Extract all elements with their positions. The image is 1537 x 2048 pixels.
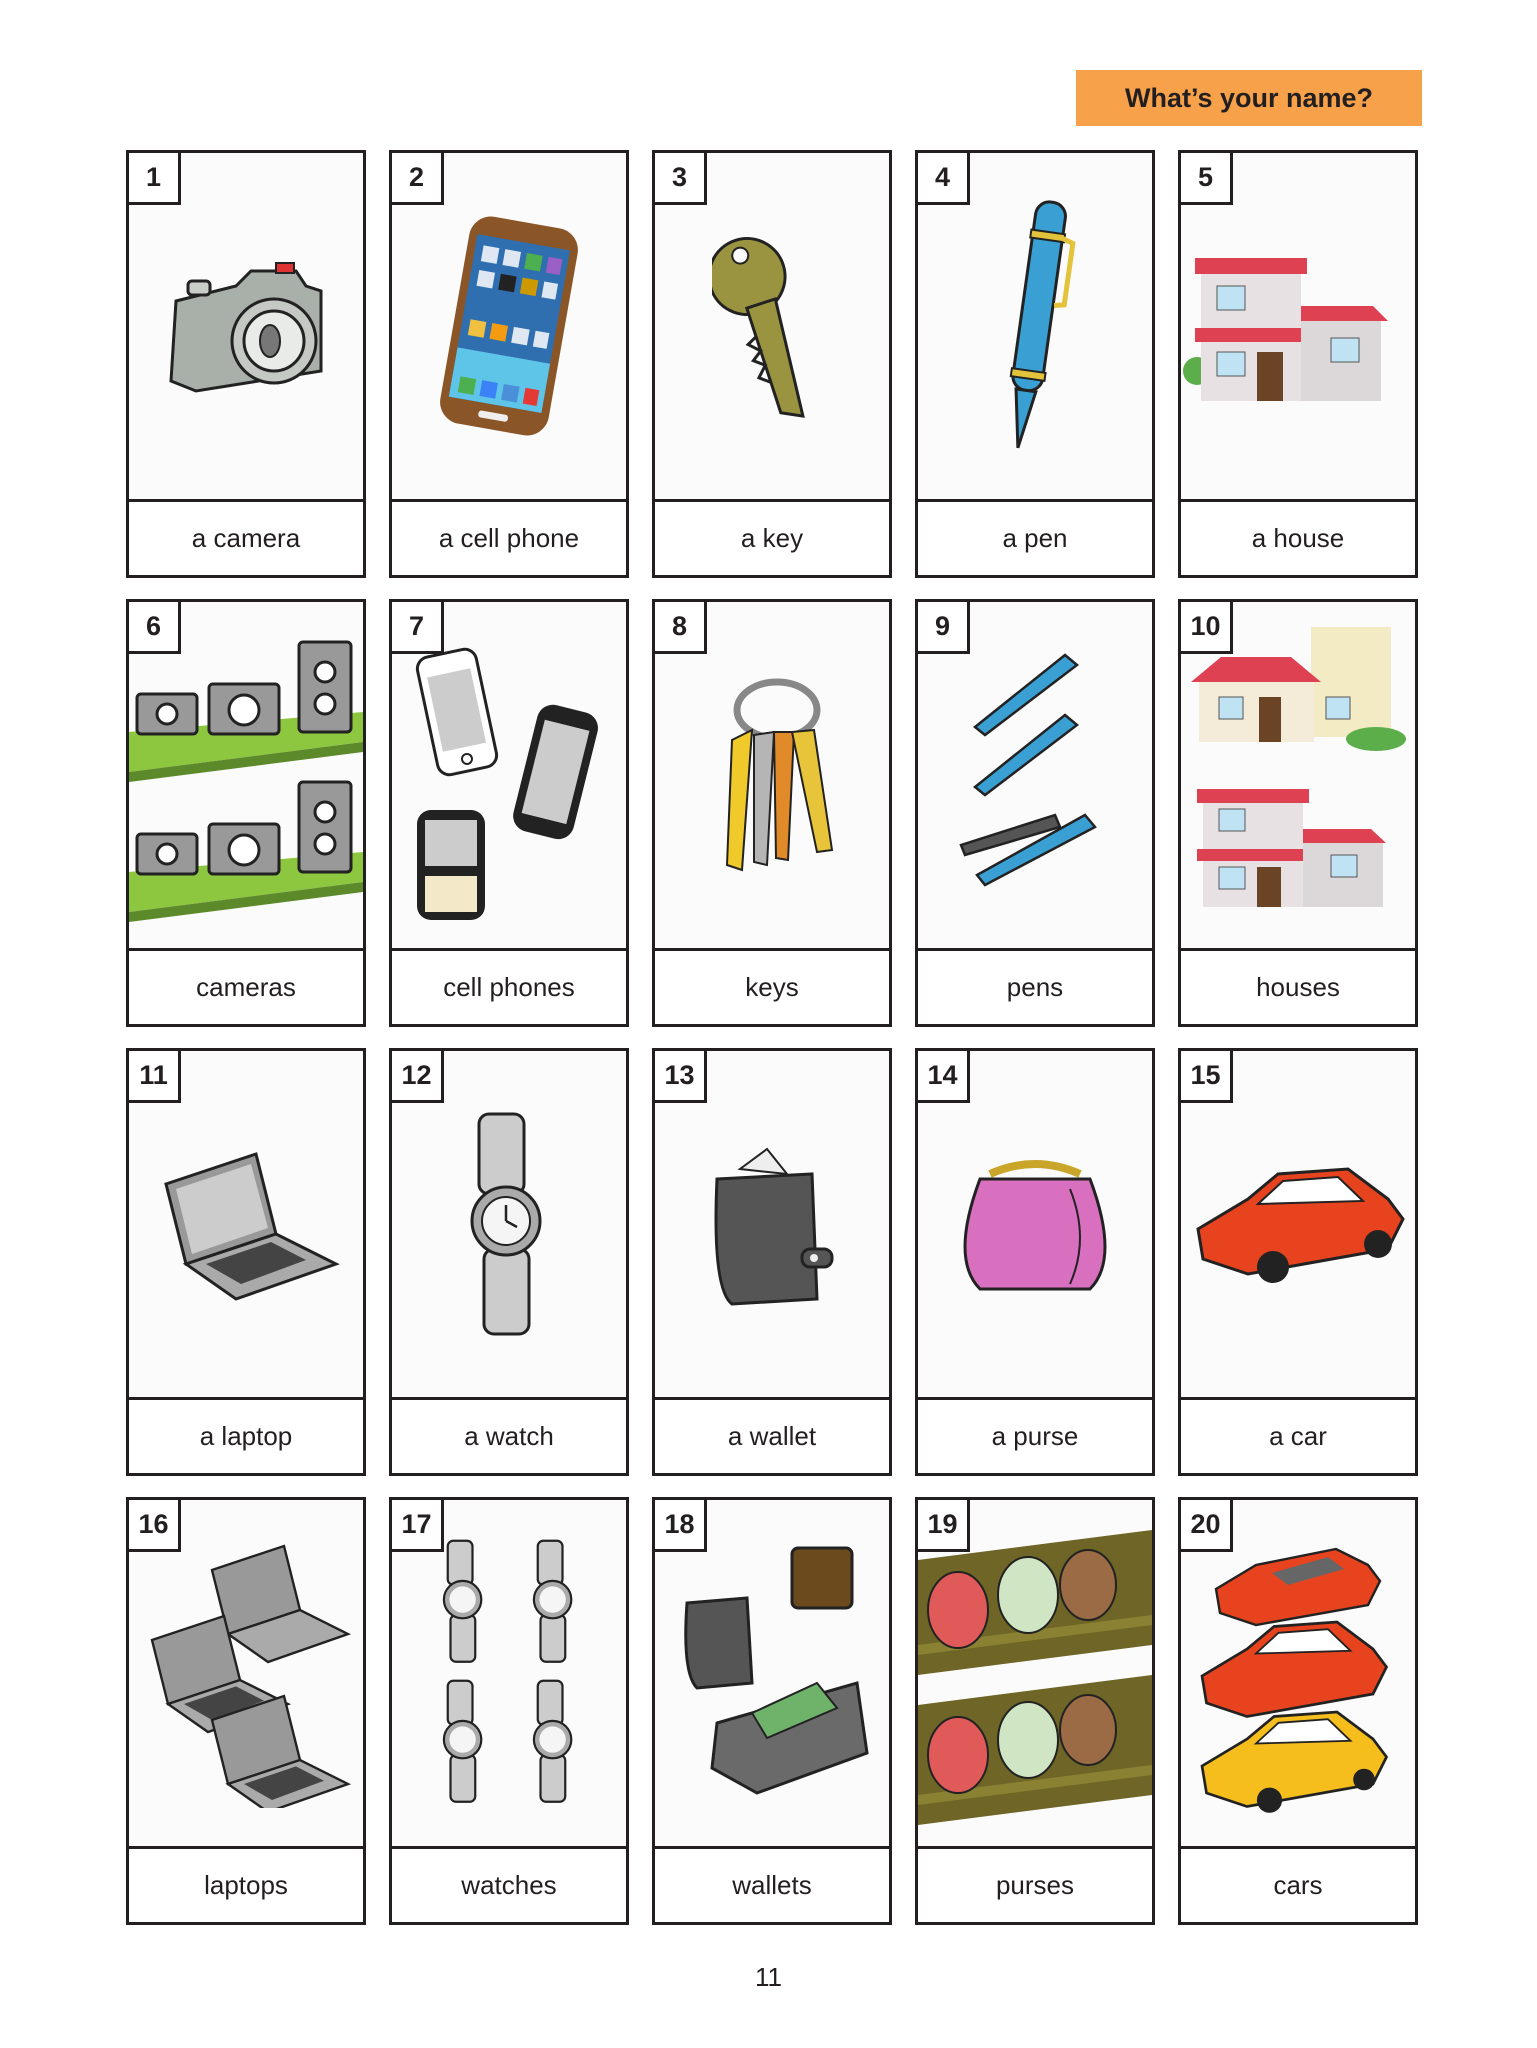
vocab-card <box>915 1048 1155 1476</box>
pens-icon <box>945 645 1125 905</box>
picture-area <box>392 1051 626 1400</box>
page-title: What’s your name? <box>1076 70 1422 126</box>
page-number: 11 <box>755 1962 782 1992</box>
picture-area <box>1181 1500 1415 1849</box>
card-number: 11 <box>129 1051 181 1103</box>
card-number: 12 <box>392 1051 444 1103</box>
laptop-icon <box>146 1144 346 1304</box>
card-label: houses <box>1256 972 1340 1002</box>
vocab-card <box>126 150 366 578</box>
vocab-card <box>1178 150 1418 578</box>
picture-area <box>129 602 363 951</box>
key-icon <box>712 221 832 431</box>
card-label: a watch <box>464 1421 554 1451</box>
wallets-icon <box>667 1533 877 1813</box>
card-number: 19 <box>918 1500 970 1552</box>
vocab-card <box>1178 1048 1418 1476</box>
picture-area <box>392 602 626 951</box>
vocabulary-grid <box>126 150 1418 1925</box>
card-number: 18 <box>655 1500 707 1552</box>
vocab-card <box>652 150 892 578</box>
picture-area <box>918 602 1152 951</box>
vocab-card <box>126 599 366 1027</box>
card-label: a wallet <box>727 1421 817 1451</box>
card-label: a house <box>1251 523 1345 553</box>
card-label: cell phones <box>443 972 575 1002</box>
card-label: a purse <box>991 1421 1079 1451</box>
card-number: 20 <box>1181 1500 1233 1552</box>
card-number: 14 <box>918 1051 970 1103</box>
pen-icon <box>985 191 1085 461</box>
watches-icon <box>424 1538 594 1808</box>
vocab-card <box>652 1497 892 1925</box>
card-number: 2 <box>392 153 444 205</box>
picture-area <box>392 1500 626 1849</box>
vocab-card <box>126 1497 366 1925</box>
vocab-card <box>389 150 629 578</box>
cameras-icon <box>129 632 363 932</box>
card-label: laptops <box>204 1870 288 1900</box>
vocab-card <box>652 599 892 1027</box>
card-number: 8 <box>655 602 707 654</box>
picture-area <box>1181 602 1415 951</box>
picture-area <box>918 1051 1152 1400</box>
card-label: cameras <box>196 972 296 1002</box>
card-label: a pen <box>1002 523 1068 553</box>
card-label: cars <box>1273 1870 1323 1900</box>
picture-area <box>655 153 889 502</box>
laptops-icon <box>136 1538 356 1808</box>
picture-area <box>918 1500 1152 1849</box>
card-label: a camera <box>191 523 301 553</box>
purse-icon <box>950 1149 1120 1299</box>
card-label: a laptop <box>199 1421 293 1451</box>
houses-icon <box>1181 627 1415 927</box>
picture-area <box>1181 1051 1415 1400</box>
vocab-card <box>389 599 629 1027</box>
cell-phones-icon <box>392 632 626 932</box>
card-number: 13 <box>655 1051 707 1103</box>
picture-area <box>129 153 363 502</box>
vocab-card <box>389 1048 629 1476</box>
camera-icon <box>156 241 336 411</box>
card-number: 6 <box>129 602 181 654</box>
keys-icon <box>692 670 852 880</box>
vocab-card <box>1178 599 1418 1027</box>
wallet-icon <box>692 1139 852 1309</box>
card-label: a key <box>740 523 804 553</box>
card-number: 1 <box>129 153 181 205</box>
vocab-card <box>915 1497 1155 1925</box>
card-number: 4 <box>918 153 970 205</box>
picture-area <box>655 1500 889 1849</box>
card-label: pens <box>1006 972 1064 1002</box>
vocab-card <box>389 1497 629 1925</box>
purses-icon <box>918 1530 1152 1830</box>
card-label: purses <box>995 1870 1075 1900</box>
picture-area <box>655 1051 889 1400</box>
picture-area <box>129 1051 363 1400</box>
picture-area <box>392 153 626 502</box>
card-label: watches <box>461 1870 557 1900</box>
card-number: 10 <box>1181 602 1233 654</box>
card-number: 7 <box>392 602 444 654</box>
card-number: 17 <box>392 1500 444 1552</box>
vocab-card <box>1178 1497 1418 1925</box>
car-icon <box>1188 1159 1408 1289</box>
cars-icon <box>1188 1523 1408 1823</box>
picture-area <box>129 1500 363 1849</box>
card-label: a cell phone <box>438 523 580 553</box>
picture-area <box>1181 153 1415 502</box>
watch-icon <box>454 1109 564 1339</box>
card-number: 16 <box>129 1500 181 1552</box>
vocab-card <box>652 1048 892 1476</box>
picture-area <box>655 602 889 951</box>
card-number: 9 <box>918 602 970 654</box>
card-number: 15 <box>1181 1051 1233 1103</box>
vocab-card <box>126 1048 366 1476</box>
picture-area <box>918 153 1152 502</box>
card-number: 3 <box>655 153 707 205</box>
card-label: keys <box>745 972 799 1002</box>
house-icon <box>1183 246 1413 406</box>
card-label: wallets <box>732 1870 812 1900</box>
cell-phone-icon <box>434 206 584 446</box>
card-label: a car <box>1269 1421 1327 1451</box>
vocab-card <box>915 150 1155 578</box>
card-number: 5 <box>1181 153 1233 205</box>
vocab-card <box>915 599 1155 1027</box>
